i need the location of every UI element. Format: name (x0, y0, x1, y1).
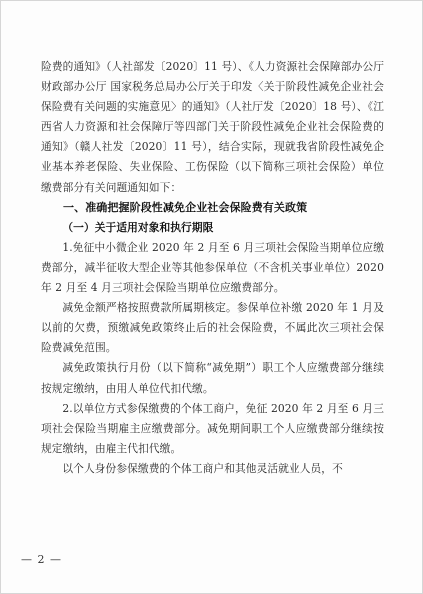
body-paragraph-3: 减免政策执行月份（以下简称“减免期”）职工个人应缴费部分继续按规定缴纳，由用人单位代扣代缴。 (41, 361, 384, 395)
body-paragraph-1: 1.免征中小微企业 2020 年 2 月至 6 月三项社会保险当期单位应缴费部分，减半征收大型企业等其他参保单位（不含机关事业单位）2020 年 2 月至 4 月三项社会保险当期单位应缴费部分。 (41, 240, 384, 295)
document-body (41, 57, 384, 479)
body-paragraph-4: 2.以单位方式参保缴费的个体工商户，免征 2020 年 2 月至 6 月三项社会保险当期雇主应缴费部分。减免期间职工个人应缴费部分继续按规定缴纳，由雇主代扣代缴。 (41, 401, 384, 455)
subsection-heading: （一）关于适用对象和执行期限 (62, 220, 214, 234)
body-paragraph-5: 以个人身份参保缴费的个体工商户和其他灵活就业人员，不 (62, 461, 343, 475)
page-number: — 2 — (21, 553, 62, 566)
intro-paragraph: 险费的通知》（人社部发〔2020〕11 号）、《人力资源社会保障部办公厅 财政部办公厅 国家税务总局办公厅关于印发〈关于阶段性减免企业社会保险费有关问题的实施意见〉的通知》（人社厅发〔2020〕18 号）、《江西省人力资源和社会保障厅等四部门关于阶段性减免企业社会保险费的通知》（赣人社发〔2020〕11 号），结合实际，现就我省阶段性减免企业基本养老保险、失业保险、工伤保险（以下简称三项社会保险）单位缴费部分有关问题通知如下： (41, 60, 384, 194)
body-paragraph-2: 减免金额严格按照费款所属期核定。参保单位补缴 2020 年 1 月及以前的欠费，预缴减免政策终止后的社会保险费，不属此次三项社会保险费减免范围。 (41, 301, 384, 355)
section-heading: 一、准确把握阶段性减免企业社会保险费有关政策 (63, 200, 308, 214)
